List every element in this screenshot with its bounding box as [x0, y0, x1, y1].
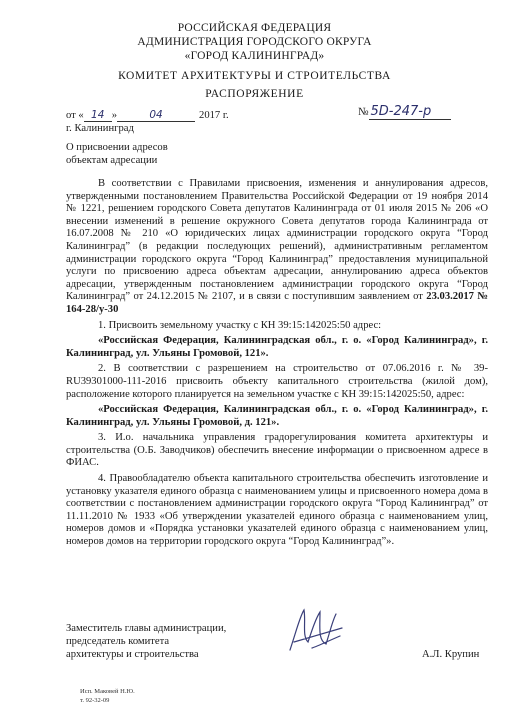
item-2: 2. В соответствии с разрешением на строительство от 07.06.2016 г. № 39-RU39301000-111-2016 присвоить объекту капитального строительства (жилой дом), расположение которого планируется на земельном участке с КН 39:15:142025:50, адрес:: [66, 363, 488, 400]
signatory-line-2: председатель комитета: [66, 636, 170, 647]
handwritten-signature-icon: [282, 602, 352, 658]
body-intro: [66, 178, 488, 317]
date-prefix: от «: [66, 110, 84, 121]
intro-text: В соответствии с Правилами присвоения, изменения и аннулирования адресов, утвержденными постановлением Правительства Российской Федерации от 19 ноября 2014 № 1221, решением городского Совета депутатов Калининграда от 01 июля 2015 № 206 «О внесении изменений в решение окружного Совета депутатов города Калининграда от 16.07.2008 № 210 «О юридических лицах администрации городского округа “Город Калининград” (в редакции последующих решений), административным регламентом администрации городского округа “Город Калининград” предоставления муниципальной услуги по присвоению адреса объектам адресации, аннулированию адреса объектов адресации, утвержденным постановлением администрации городского округа “Город Калининград” от 24.12.2015 № 2107, и в связи с поступившим заявлением от: [66, 178, 488, 303]
header-country: РОССИЙСКАЯ ФЕДЕРАЦИЯ: [177, 22, 332, 34]
signatory-position: [66, 622, 226, 661]
executor-phone: т. 92-32-09: [80, 697, 110, 704]
executor-name: Исп. Маковей Н.Ю.: [80, 688, 135, 695]
date-day: 14: [84, 109, 112, 122]
header-city: «ГОРОД КАЛИНИНГРАД»: [184, 50, 325, 62]
date-mid: »: [111, 110, 118, 121]
number-prefix: №: [358, 106, 369, 118]
intro-application-ref: 23.03.2017 № 164-28/у-30: [66, 291, 488, 315]
signatory-line-3: архитектуры и строительства: [66, 649, 199, 660]
item-2-address: «Российская Федерация, Калининградская обл., г. о. «Город Калининград», г. Калининград, ул. Ульяны Громовой, д. 121».: [66, 404, 488, 428]
document-city: г. Калининград: [66, 123, 134, 134]
date-year: 2017 г.: [199, 110, 229, 121]
item-1: 1. Присвоить земельному участку с КН 39:15:142025:50 адрес:: [98, 319, 382, 331]
document-body: [66, 178, 488, 549]
subject-line-2: объектам адресации: [66, 155, 158, 166]
document-type: РАСПОРЯЖЕНИЕ: [205, 88, 304, 100]
subject-line-1: О присвоении адресов: [66, 142, 168, 153]
signatory-name: А.Л. Крупин: [422, 649, 480, 660]
document-number: [358, 104, 451, 120]
header-administration: АДМИНИСТРАЦИЯ ГОРОДСКОГО ОКРУГА: [137, 36, 372, 48]
number-value: 5D-247-р: [369, 104, 451, 120]
signatory-line-1: Заместитель главы администрации,: [66, 623, 227, 634]
item-1-address: «Российская Федерация, Калининградская обл., г. о. «Город Калининград», г. Калининград, ул. Ульяны Громовой, 121».: [66, 335, 488, 359]
item-3: 3. И.о. начальника управления градорегулирования комитета архитектуры и строительства (О.Б. Заводчиков) обеспечить внесение информации о присвоенном адресе в ФИАС.: [66, 432, 488, 469]
date-month: 04: [117, 109, 195, 122]
header-committee: КОМИТЕТ АРХИТЕКТУРЫ И СТРОИТЕЛЬСТВА: [118, 70, 391, 82]
document-date: [66, 109, 229, 122]
item-4: 4. Правообладателю объекта капитального строительства обеспечить изготовление и установку указателя единого образца с наименованием улицы и присвоенного номера дома в соответствии с постановлением администрации городского округа “Город Калининград” от 11.11.2010 № 1933 «Об утверждении указателей единого образца с наименованием улиц, номеров домов и «Порядка установки указателей единого образца с наименованием улиц, номеров домов на территории городского округа “Город Калининград”».: [66, 473, 488, 548]
